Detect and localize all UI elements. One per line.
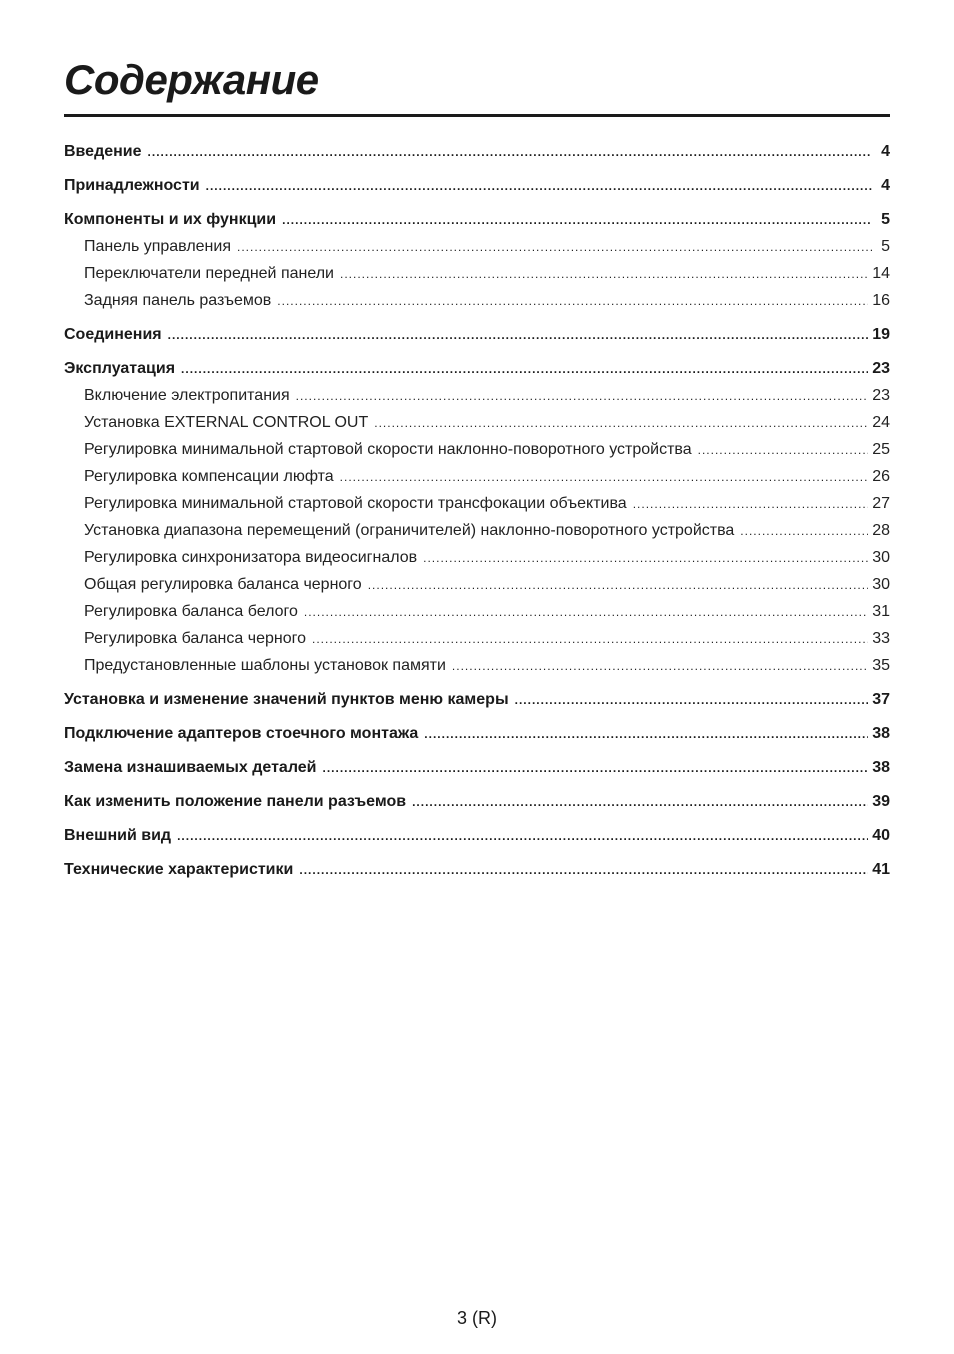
toc-entry-label: Общая регулировка баланса черного bbox=[84, 576, 362, 593]
dot-leader bbox=[368, 572, 869, 599]
toc-subentry[interactable] bbox=[64, 517, 890, 544]
dot-leader bbox=[452, 653, 868, 680]
toc-entry[interactable] bbox=[64, 720, 890, 747]
dot-leader bbox=[304, 599, 868, 626]
toc-entry[interactable] bbox=[64, 138, 890, 165]
toc-subentry[interactable] bbox=[64, 544, 890, 571]
toc-entry-page: 28 bbox=[872, 522, 890, 539]
toc-subentry[interactable] bbox=[64, 463, 890, 490]
dot-leader bbox=[181, 356, 868, 383]
toc-entry-label: Внешний вид bbox=[64, 827, 172, 844]
toc-entry-page: 39 bbox=[872, 793, 890, 810]
toc-entry-page: 33 bbox=[872, 630, 890, 647]
toc-entry-page: 25 bbox=[872, 441, 890, 458]
dot-leader bbox=[168, 322, 869, 349]
toc-entry-page: 40 bbox=[872, 827, 890, 844]
toc-entry-page: 38 bbox=[872, 725, 890, 742]
toc-entry-label: Установка и изменение значений пунктов меню камеры bbox=[64, 691, 509, 708]
toc-entry-page: 4 bbox=[881, 143, 890, 160]
toc-subentry[interactable] bbox=[64, 382, 890, 409]
toc-entry-label: Регулировка компенсации люфта bbox=[84, 468, 334, 485]
toc-entry-label: Регулировка баланса черного bbox=[84, 630, 306, 647]
toc-entry-page: 5 bbox=[881, 238, 890, 255]
toc-entry-page: 41 bbox=[872, 861, 890, 878]
toc-entry-page: 23 bbox=[872, 360, 890, 377]
dot-leader bbox=[299, 857, 868, 884]
toc-entry-page: 37 bbox=[872, 691, 890, 708]
toc-entry-label: Подключение адаптеров стоечного монтажа bbox=[64, 725, 419, 742]
toc-subentry[interactable] bbox=[64, 409, 890, 436]
toc-entry-label: Как изменить положение панели разъемов bbox=[64, 793, 407, 810]
toc-entry-label: Включение электропитания bbox=[84, 387, 290, 404]
table-of-contents bbox=[64, 138, 890, 883]
toc-entry-page: 26 bbox=[872, 468, 890, 485]
toc-subentry[interactable] bbox=[64, 490, 890, 517]
toc-entry-label: Технические характеристики bbox=[64, 861, 294, 878]
dot-leader bbox=[323, 755, 869, 782]
toc-entry-page: 4 bbox=[881, 177, 890, 194]
toc-entry-page: 30 bbox=[872, 576, 890, 593]
toc-entry-label: Задняя панель разъемов bbox=[84, 292, 272, 309]
toc-entry-page: 5 bbox=[881, 211, 890, 228]
toc-entry-page: 31 bbox=[872, 603, 890, 620]
toc-entry-label: Компоненты и их функции bbox=[64, 211, 277, 228]
toc-entry-label: Панель управления bbox=[84, 238, 231, 255]
dot-leader bbox=[277, 288, 868, 315]
toc-entry-label: Эксплуатация bbox=[64, 360, 176, 377]
title-divider bbox=[64, 114, 890, 117]
toc-entry-label: Установка диапазона перемещений (ограничителей) наклонно-поворотного устройства bbox=[84, 522, 735, 539]
toc-entry-label: Соединения bbox=[64, 326, 162, 343]
dot-leader bbox=[340, 261, 868, 288]
dot-leader bbox=[282, 207, 872, 234]
toc-entry[interactable] bbox=[64, 822, 890, 849]
dot-leader bbox=[177, 823, 868, 850]
toc-entry[interactable] bbox=[64, 754, 890, 781]
toc-entry-page: 23 bbox=[872, 387, 890, 404]
dot-leader bbox=[148, 139, 872, 166]
toc-entry-label: Регулировка минимальной стартовой скорости трансфокации объектива bbox=[84, 495, 627, 512]
dot-leader bbox=[340, 464, 869, 491]
dot-leader bbox=[633, 491, 869, 518]
toc-entry-label: Переключатели передней панели bbox=[84, 265, 334, 282]
toc-entry[interactable] bbox=[64, 788, 890, 815]
toc-entry-page: 24 bbox=[872, 414, 890, 431]
toc-entry[interactable] bbox=[64, 686, 890, 713]
toc-entry-label: Введение bbox=[64, 143, 142, 160]
toc-entry[interactable] bbox=[64, 172, 890, 199]
toc-entry-label: Предустановленные шаблоны установок памяти bbox=[84, 657, 446, 674]
toc-entry-page: 14 bbox=[872, 265, 890, 282]
toc-entry[interactable] bbox=[64, 321, 890, 348]
toc-entry[interactable] bbox=[64, 856, 890, 883]
toc-subentry[interactable] bbox=[64, 571, 890, 598]
toc-entry-page: 19 bbox=[872, 326, 890, 343]
dot-leader bbox=[698, 437, 869, 464]
toc-entry-page: 27 bbox=[872, 495, 890, 512]
toc-entry-label: Регулировка минимальной стартовой скорости наклонно-поворотного устройства bbox=[84, 441, 692, 458]
dot-leader bbox=[296, 383, 869, 410]
dot-leader bbox=[312, 626, 868, 653]
toc-subentry[interactable] bbox=[64, 287, 890, 314]
toc-subentry[interactable] bbox=[64, 436, 890, 463]
toc-subentry[interactable] bbox=[64, 652, 890, 679]
toc-entry-label: Принадлежности bbox=[64, 177, 200, 194]
dot-leader bbox=[515, 687, 869, 714]
page-title: Содержание bbox=[64, 56, 319, 103]
toc-subentry[interactable] bbox=[64, 260, 890, 287]
toc-entry-label: Регулировка синхронизатора видеосигналов bbox=[84, 549, 418, 566]
toc-entry[interactable] bbox=[64, 355, 890, 382]
dot-leader bbox=[374, 410, 868, 437]
dot-leader bbox=[206, 173, 872, 200]
toc-entry[interactable] bbox=[64, 206, 890, 233]
toc-entry-label: Замена изнашиваемых деталей bbox=[64, 759, 317, 776]
page-number: 3 (R) bbox=[457, 1308, 497, 1328]
toc-entry-page: 30 bbox=[872, 549, 890, 566]
toc-subentry[interactable] bbox=[64, 233, 890, 260]
toc-subentry[interactable] bbox=[64, 625, 890, 652]
toc-entry-page: 35 bbox=[872, 657, 890, 674]
dot-leader bbox=[424, 721, 868, 748]
toc-entry-page: 38 bbox=[872, 759, 890, 776]
dot-leader bbox=[423, 545, 868, 572]
dot-leader bbox=[237, 234, 872, 261]
dot-leader bbox=[740, 518, 868, 545]
toc-entry-page: 16 bbox=[872, 292, 890, 309]
toc-subentry[interactable] bbox=[64, 598, 890, 625]
dot-leader bbox=[412, 789, 868, 816]
toc-entry-label: Регулировка баланса белого bbox=[84, 603, 298, 620]
toc-entry-label: Установка EXTERNAL CONTROL OUT bbox=[84, 414, 369, 431]
